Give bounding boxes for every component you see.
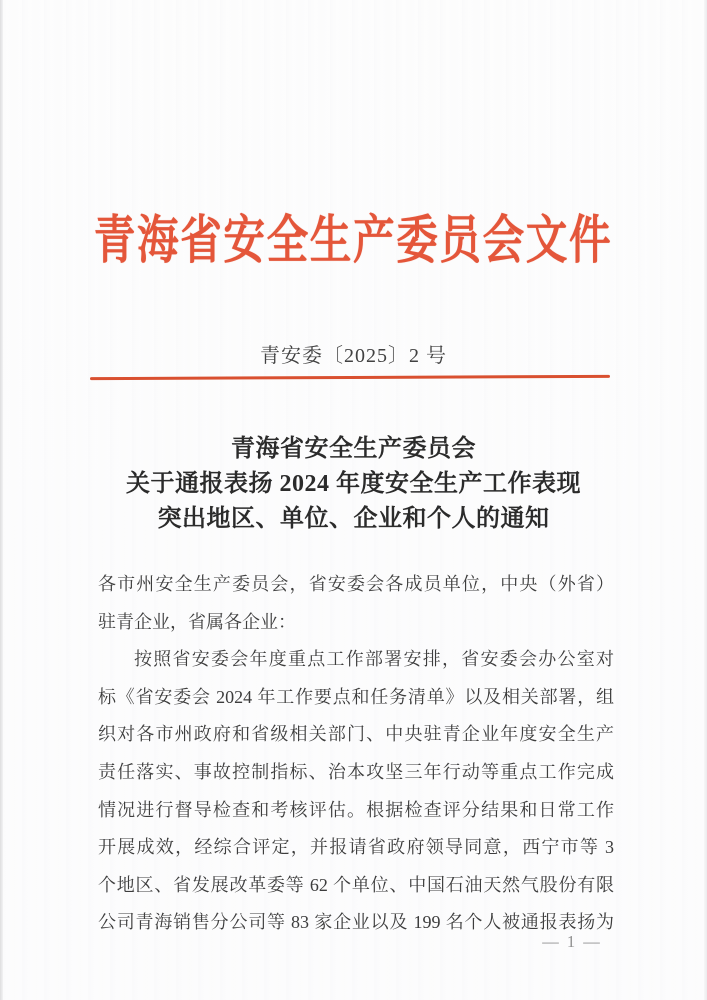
- notice-title: [0, 432, 707, 537]
- red-header-banner: [0, 198, 707, 273]
- body-line: 织对各市州政府和省级相关部门、中央驻青企业年度安全生产: [98, 724, 614, 745]
- notice-title-line-1: 青海省安全生产委员会: [231, 436, 476, 462]
- body-line: 开展成效，经综合评定，并报请省政府领导同意，西宁市等 3: [98, 837, 614, 858]
- body-line: 按照省安委会年度重点工作部署安排，省安委会办公室对: [134, 649, 614, 670]
- body-line: 责任落实、事故控制指标、治本攻坚三年行动等重点工作完成: [98, 761, 614, 782]
- body-line: 各市州安全生产委员会，省安委会各成员单位，中央（外省）: [98, 574, 614, 594]
- body-line: 公司青海销售分公司等 83 家企业以及 199 名个人被通报表扬为: [98, 912, 614, 933]
- body-line: 情况进行督导检查和考核评估。根据检查评分结果和日常工作: [98, 799, 614, 820]
- document-number: 青安委〔2025〕2 号: [260, 345, 447, 367]
- notice-body: [98, 566, 614, 942]
- notice-title-line-3: 突出地区、单位、企业和个人的通知: [157, 506, 550, 532]
- red-divider-line: [90, 375, 610, 380]
- body-line: 个地区、省发展改革委等 62 个单位、中国石油天然气股份有限: [98, 874, 614, 895]
- page-number: — 1 —: [542, 932, 602, 951]
- issuing-org-banner-text: 青海省安全生产委员会文件: [94, 213, 613, 270]
- body-line: 驻青企业，省属各企业：: [98, 611, 296, 632]
- body-line: 标《省安委会 2024 年工作要点和任务清单》以及相关部署，组: [98, 686, 614, 707]
- notice-title-line-2: 关于通报表扬 2024 年度安全生产工作表现: [126, 471, 581, 497]
